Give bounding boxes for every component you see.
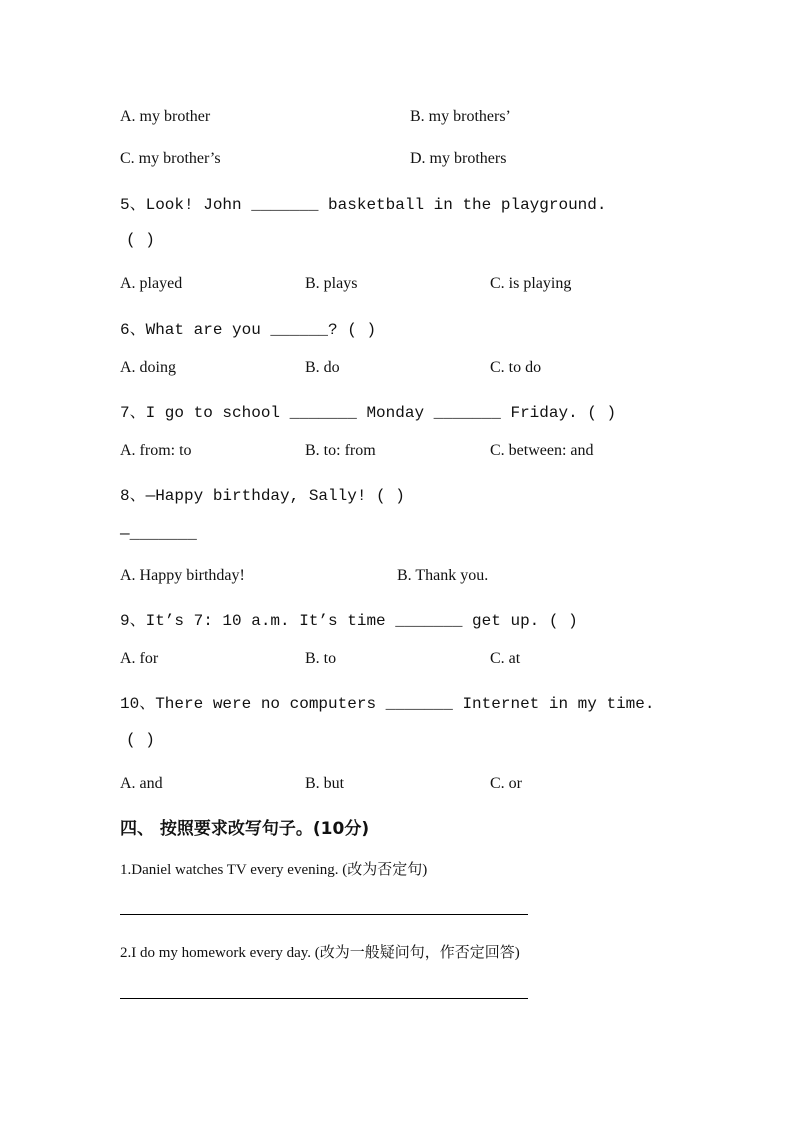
q4-option-c: C. my brother’s <box>120 150 221 167</box>
q10-answer-paren: ( ) <box>126 731 155 749</box>
q10-option-a: A. and <box>120 775 163 792</box>
answer-line-2[interactable] <box>120 998 528 999</box>
q4-option-d: D. my brothers <box>410 150 507 167</box>
q5-answer-paren: ( ) <box>126 231 155 249</box>
q9-stem: 9、It’s 7: 10 a.m. It’s time _______ get up. ( ) <box>120 612 578 630</box>
q5-stem: 5、Look! John _______ basketball in the playground. <box>120 196 607 214</box>
q6-option-a: A. doing <box>120 359 176 376</box>
section-heading: 四、 按照要求改写句子。(10分) <box>120 819 370 839</box>
q8-option-b: B. Thank you. <box>397 567 489 584</box>
q9-option-c: C. at <box>490 650 521 667</box>
q8-stem: 8、—Happy birthday, Sally! ( ) <box>120 487 405 505</box>
q7-option-c: C. between: and <box>490 442 594 459</box>
q6-stem: 6、What are you ______? ( ) <box>120 321 377 339</box>
q10-stem: 10、There were no computers _______ Internet in my time. <box>120 695 655 713</box>
q7-stem: 7、I go to school _______ Monday _______ Friday. ( ) <box>120 404 617 422</box>
q9-option-a: A. for <box>120 650 159 667</box>
q6-option-c: C. to do <box>490 359 542 376</box>
q4-option-a: A. my brother <box>120 108 211 125</box>
q5-option-b: B. plays <box>305 275 358 292</box>
q4-option-b: B. my brothers’ <box>410 108 511 125</box>
rewrite-task-2: 2.I do my homework every day. (改为一般疑问句，作否定回答) <box>120 945 520 961</box>
q5-option-a: A. played <box>120 275 183 292</box>
q9-option-b: B. to <box>305 650 337 667</box>
q7-option-a: A. from: to <box>120 442 192 459</box>
q6-option-b: B. do <box>305 359 340 376</box>
rewrite-task-1: 1.Daniel watches TV every evening. (改为否定句) <box>120 862 428 878</box>
q10-option-c: C. or <box>490 775 522 792</box>
q7-option-b: B. to: from <box>305 442 376 459</box>
q10-option-b: B. but <box>305 775 345 792</box>
q8-option-a: A. Happy birthday! <box>120 567 245 584</box>
q5-option-c: C. is playing <box>490 275 572 292</box>
answer-line-1[interactable] <box>120 914 528 915</box>
q8-reply-blank: —_______ <box>120 525 197 543</box>
